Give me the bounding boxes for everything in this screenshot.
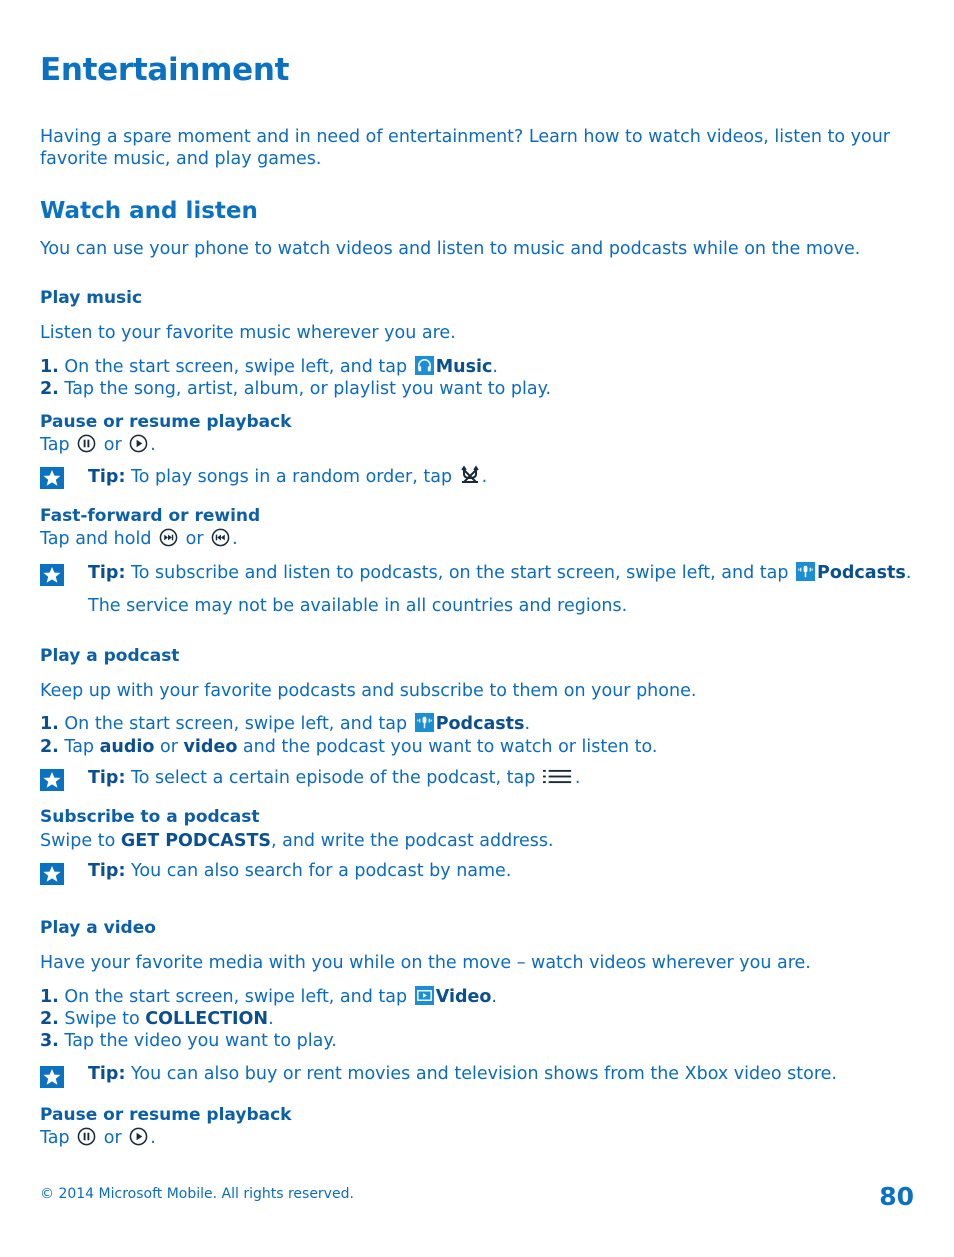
page-number: 80 (879, 1182, 914, 1211)
star-icon (40, 769, 64, 791)
video-text: Have your favorite media with you while on the move – watch videos wherever you are. (40, 953, 811, 973)
heading-play-video: Play a video (40, 918, 156, 938)
play-icon (129, 434, 148, 453)
video-step-3: 3. Tap the video you want to play. (40, 1031, 337, 1051)
intro-text-2: favorite music, and play games. (40, 149, 322, 169)
music-step-2: 2. Tap the song, artist, album, or playlist you want to play. (40, 379, 552, 399)
tip-podcasts: Tip: To subscribe and listen to podcasts, on the start screen, swipe left, and tap Podcasts. (88, 563, 912, 583)
star-icon (40, 1066, 64, 1088)
shuffle-icon (460, 465, 480, 485)
pause-icon (77, 1127, 96, 1146)
music-app-link[interactable]: Music (435, 357, 493, 377)
copyright-footer: © 2014 Microsoft Mobile. All rights reserved. (40, 1186, 354, 1202)
heading-play-music: Play music (40, 288, 143, 308)
music-step-1: 1. On the start screen, swipe left, and tap Music. (40, 357, 498, 377)
tip-podcasts-note: The service may not be available in all countries and regions. (88, 596, 628, 616)
tip-shuffle: Tip: To play songs in a random order, tap . (88, 467, 488, 487)
heading-subscribe: Subscribe to a podcast (40, 807, 260, 827)
podcast-text: Keep up with your favorite podcasts and subscribe to them on your phone. (40, 681, 697, 701)
play-icon (129, 1127, 148, 1146)
podcasts-icon (415, 713, 434, 732)
pause-resume-text: Tap or . (40, 435, 156, 455)
page-title: Entertainment (40, 52, 290, 88)
pause-icon (77, 434, 96, 453)
star-icon (40, 564, 64, 586)
tip-search: Tip: You can also search for a podcast by name. (88, 861, 512, 881)
video-step-1: 1. On the start screen, swipe left, and tap Video. (40, 987, 497, 1007)
intro-text: Having a spare moment and in need of entertainment? Learn how to watch videos, listen to your (40, 127, 890, 147)
music-text: Listen to your favorite music wherever you are. (40, 323, 456, 343)
fast-forward-icon (159, 528, 178, 547)
pause-resume-video-text: Tap or . (40, 1128, 156, 1148)
podcasts-app-link[interactable]: Podcasts (435, 714, 525, 734)
heading-play-podcast: Play a podcast (40, 646, 180, 666)
video-icon (415, 986, 434, 1005)
star-icon (40, 863, 64, 885)
heading-pause-resume-video: Pause or resume playback (40, 1105, 292, 1125)
headphones-icon (415, 356, 434, 375)
watch-text: You can use your phone to watch videos and listen to music and podcasts while on the move. (40, 239, 861, 259)
podcasts-app-link[interactable]: Podcasts (817, 563, 906, 583)
list-icon (543, 767, 573, 786)
subscribe-text: Swipe to GET PODCASTS, and write the podcast address. (40, 831, 554, 851)
podcasts-icon (796, 562, 815, 581)
star-icon (40, 467, 64, 489)
tip-xbox: Tip: You can also buy or rent movies and television shows from the Xbox video store. (88, 1064, 837, 1084)
video-app-link[interactable]: Video (435, 987, 492, 1007)
ff-rewind-text: Tap and hold or . (40, 529, 238, 549)
video-step-2: 2. Swipe to COLLECTION. (40, 1009, 274, 1029)
section-heading-watch: Watch and listen (40, 198, 258, 224)
heading-pause-resume: Pause or resume playback (40, 412, 292, 432)
podcast-step-2: 2. Tap audio or video and the podcast you want to watch or listen to. (40, 737, 658, 757)
tip-episode: Tip: To select a certain episode of the podcast, tap . (88, 768, 581, 788)
heading-ff-rewind: Fast-forward or rewind (40, 506, 261, 526)
podcast-step-1: 1. On the start screen, swipe left, and tap Podcasts. (40, 714, 531, 734)
rewind-icon (211, 528, 230, 547)
